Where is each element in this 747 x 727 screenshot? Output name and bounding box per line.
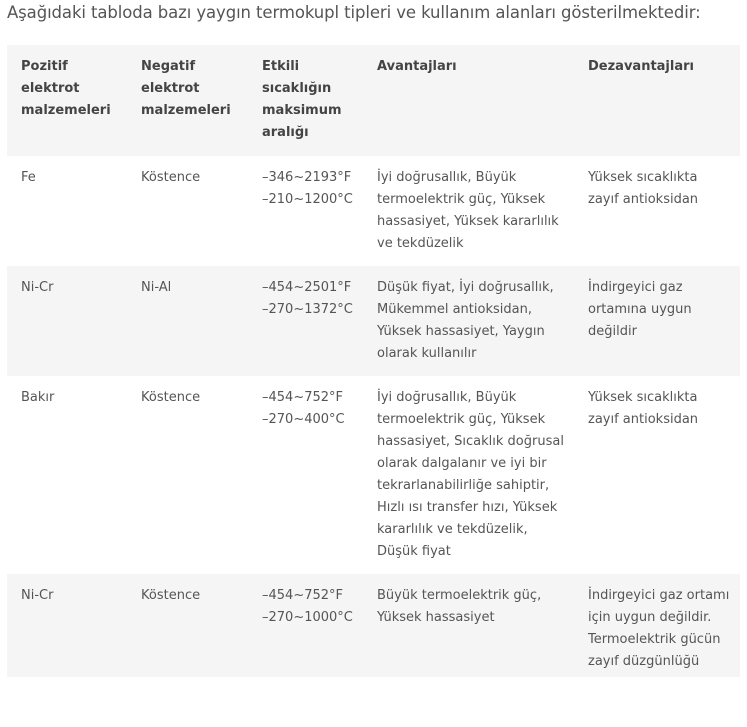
thermocouple-table [7,45,740,677]
header-negative-electrode: Negatif elektrot malzemeleri [141,59,231,118]
cell-range [248,266,363,376]
cell-advantages: İyi doğrusallık, Büyük termoelektrik güç, Yüksek hassasiyet, Yüksek kararlılık ve tekdüzelik [377,170,559,251]
table-row [7,376,740,574]
header-temperature-range: Etkili sıcaklığın maksimum aralığı [262,59,342,140]
range-fahrenheit: –454~752°F [262,588,343,603]
range-celsius: –270~1372°C [262,302,353,317]
cell-advantages: Düşük fiyat, İyi doğrusallık, Mükemmel antioksidan, Yüksek hassasiyet, Yaygın olarak kullanılır [377,280,554,361]
table-row [7,156,740,266]
header-disadvantages: Dezavantajları [588,59,694,74]
cell-disadvantages: Yüksek sıcaklıkta zayıf antioksidan [588,390,699,427]
cell-disadvantages: Yüksek sıcaklıkta zayıf antioksidan [588,170,699,207]
range-fahrenheit: –454~752°F [262,390,343,405]
range-celsius: –210~1200°C [262,192,353,207]
header-advantages: Avantajları [377,59,457,74]
table-header-row [7,45,740,156]
cell-range [248,376,363,574]
cell-positive: Bakır [21,390,55,405]
cell-advantages: İyi doğrusallık, Büyük termoelektrik güç, Yüksek hassasiyet, Sıcaklık doğrusal olarak dalgalanır ve iyi bir tekrarlanabilirliğe sahiptir, Hızlı ısı transfer hızı, Yüksek kararlılık ve tekdüzelik, Düşük fiyat [377,390,564,559]
cell-positive: Fe [21,170,36,185]
cell-advantages: Büyük termoelektrik güç, Yüksek hassasiyet [377,588,542,625]
header-positive-electrode: Pozitif elektrot malzemeleri [21,59,111,118]
range-celsius: –270~1000°C [262,610,353,625]
range-celsius: –270~400°C [262,412,345,427]
cell-disadvantages: İndirgeyici gaz ortamına uygun değildir [588,280,692,339]
cell-negative: Köstence [141,170,201,185]
cell-positive: Ni-Cr [21,280,54,295]
range-fahrenheit: –454~2501°F [262,280,352,295]
intro-paragraph: Aşağıdaki tabloda bazı yaygın termokupl tipleri ve kullanım alanları gösterilmektedir: [7,3,701,22]
table-row [7,574,740,677]
cell-positive: Ni-Cr [21,588,54,603]
cell-range [248,574,363,677]
cell-disadvantages: İndirgeyici gaz ortamı için uygun değildir. Termoelektrik gücün zayıf düzgünlüğü [588,588,730,669]
cell-negative: Ni-Al [141,280,172,295]
table-row [7,266,740,376]
cell-negative: Köstence [141,588,201,603]
cell-negative: Köstence [141,390,201,405]
range-fahrenheit: –346~2193°F [262,170,352,185]
cell-range [248,156,363,266]
